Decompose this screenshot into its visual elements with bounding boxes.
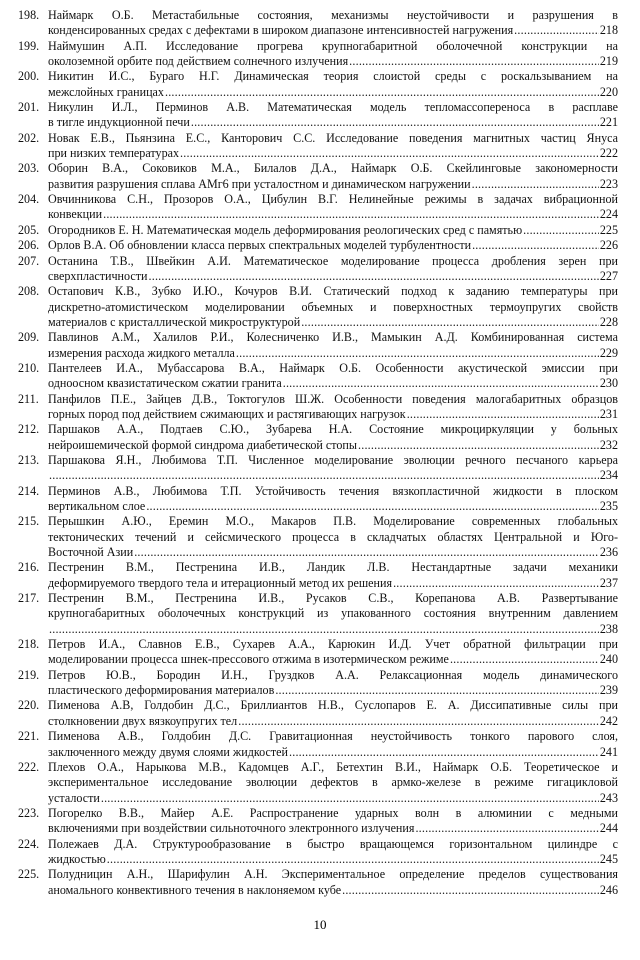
dot-leader <box>180 146 599 161</box>
entry-page-number: 225 <box>599 222 618 237</box>
entry-line <box>48 883 618 898</box>
entry-number: 200. <box>18 69 40 84</box>
dot-leader <box>523 223 599 238</box>
entry-line <box>48 545 618 560</box>
entry-line <box>48 131 618 146</box>
entry-text: материалов с кристаллической микроструктурой <box>48 314 301 329</box>
entry-line <box>48 254 618 269</box>
entry-text: Паршаков А.А., Подтаев С.Ю., Зубарева Н.А. Состояние микроциркуляции у больных <box>48 422 618 437</box>
entry-number: 207. <box>18 253 40 268</box>
toc-entry <box>18 361 618 392</box>
entry-page-number: 221 <box>599 115 618 130</box>
entry-line <box>48 852 618 867</box>
entry-number: 203. <box>18 161 40 176</box>
entry-line <box>48 361 618 376</box>
entry-page-number: 231 <box>599 406 618 421</box>
entry-page-number: 234 <box>599 468 618 483</box>
entry-number: 210. <box>18 360 40 375</box>
toc-entry <box>18 238 618 253</box>
entry-text: Павлинов А.М., Халилов Р.И., Колесниченко И.В., Мамыкин А.Д. Комбинированная система <box>48 330 618 345</box>
entry-text: Панфилов П.Е., Зайцев Д.В., Токтогулов Ш.Ж. Особенности поведения малогабаритных образцов <box>48 391 618 406</box>
entry-page-number: 232 <box>599 437 618 452</box>
toc-entry <box>18 284 618 330</box>
dot-leader <box>238 714 599 729</box>
entry-text: Пименова А.В., Голдобин Д.С. Гравитационная неустойчивость тонкого парового слоя, <box>48 729 618 744</box>
entry-line <box>48 484 618 499</box>
entry-line <box>48 499 618 514</box>
entry-text: Никулин И.Л., Перминов А.В. Математическая модель тепломассопереноса в расплаве <box>48 100 618 115</box>
entry-text: Новак Е.В., Пьянзина Е.С., Канторович С.С. Исследование поведения магнитных частиц Януса <box>48 130 618 145</box>
entry-text: конденсированных средах с дефектами в широком диапазоне интенсивностей нагружения <box>48 23 514 38</box>
entry-page-number: 229 <box>599 345 618 360</box>
entry-page-number: 245 <box>599 851 618 866</box>
entry-text: Паршакова Я.Н., Любимова Т.П. Численное моделирование эволюции речного песчаного карьера <box>48 452 618 467</box>
entry-page-number: 244 <box>599 821 618 836</box>
toc-entry <box>18 729 618 760</box>
toc-entry <box>18 514 618 560</box>
dot-leader <box>275 683 599 698</box>
dot-leader <box>342 883 599 898</box>
entry-line <box>48 775 618 790</box>
entry-text: Перышкин А.Ю., Еремин М.О., Макаров П.В. Моделирование современных глобальных <box>48 514 618 529</box>
toc-entry <box>18 330 618 361</box>
entry-text: экспериментальное исследование эволюции дефектов в армко-железе в режиме гигацикловой <box>48 775 618 790</box>
toc-entry <box>18 453 618 484</box>
entry-text: околоземной орбите под действием солнечного излучения <box>48 54 349 69</box>
entry-page-number: 220 <box>599 84 618 99</box>
entry-line <box>48 330 618 345</box>
entry-line <box>48 821 618 836</box>
entry-text: сверхпластичности <box>48 268 148 283</box>
entry-line <box>48 315 618 330</box>
entry-line <box>48 791 618 806</box>
entry-number: 204. <box>18 192 40 207</box>
entry-text: тектонических течений и сейсмического процесса в складчатых областях Центральной и Юго- <box>48 529 618 544</box>
entry-number: 209. <box>18 330 40 345</box>
entry-number: 214. <box>18 483 40 498</box>
entry-text: аномального конвективного течения в наклоняемом кубе <box>48 882 342 897</box>
entry-line <box>48 514 618 529</box>
entry-page-number: 230 <box>599 376 618 391</box>
entry-line <box>48 652 618 667</box>
toc-entry <box>18 760 618 806</box>
entry-number: 213. <box>18 452 40 467</box>
dot-leader <box>146 499 599 514</box>
contents-list <box>18 8 618 898</box>
entry-line <box>48 146 618 161</box>
entry-number: 206. <box>18 238 40 253</box>
entry-line <box>48 867 618 882</box>
entry-text: дискретно-атомистическом моделировании объемных и поверхностных термоупругих свойств <box>48 299 618 314</box>
entry-page-number: 240 <box>599 652 618 667</box>
entry-line <box>48 346 618 361</box>
entry-text: Плехов О.А., Нарыкова М.В., Кадомцев А.Г., Бетехтин В.И., Наймарк О.Б. Теоретическое и <box>48 759 618 774</box>
entry-number: 216. <box>18 560 40 575</box>
entry-line <box>48 837 618 852</box>
entry-text: горных пород под действием сжимающих и растягивающих нагрузок <box>48 406 406 421</box>
entry-line <box>48 238 618 253</box>
entry-page-number: 227 <box>599 268 618 283</box>
entry-page-number: 236 <box>599 545 618 560</box>
entry-text: Петров И.А., Славнов Е.В., Сухарев А.А., Карюкин И.Д. Учет обратной фильтрации при <box>48 637 618 652</box>
entry-line <box>48 530 618 545</box>
entry-line <box>48 560 618 575</box>
entry-text: заключенного между двумя слоями жидкостей <box>48 744 288 759</box>
dot-leader <box>301 315 599 330</box>
entry-line <box>48 407 618 422</box>
entry-line <box>48 729 618 744</box>
toc-entry <box>18 560 618 591</box>
entry-text: Овчинникова С.Н., Прозоров О.А., Цибулин В.Г. Нелинейные режимы в задачах вибрационной <box>48 192 618 207</box>
entry-page-number: 218 <box>599 23 618 38</box>
entry-number: 198. <box>18 8 40 22</box>
entry-line <box>48 8 618 23</box>
entry-number: 220. <box>18 698 40 713</box>
toc-entry <box>18 192 618 223</box>
toc-entry <box>18 392 618 423</box>
entry-text: вертикальном слое <box>48 499 146 513</box>
entry-number: 199. <box>18 38 40 53</box>
entry-line <box>48 85 618 100</box>
entry-number: 202. <box>18 130 40 145</box>
dot-leader <box>236 346 599 361</box>
entry-line <box>48 668 618 683</box>
entry-number: 224. <box>18 836 40 851</box>
entry-number: 223. <box>18 805 40 820</box>
entry-number: 201. <box>18 100 40 115</box>
entry-text: Оборин В.А., Соковиков М.А., Билалов Д.А., Наймарк О.Б. Скейлинговые закономерности <box>48 161 618 176</box>
entry-page-number: 224 <box>599 207 618 222</box>
entry-line <box>48 453 618 468</box>
entry-number: 208. <box>18 284 40 299</box>
entry-text: Полежаев Д.А. Структурообразование в быстро вращающемся горизонтальном цилиндре с <box>48 836 618 851</box>
dot-leader <box>149 269 599 284</box>
entry-page-number: 241 <box>599 744 618 759</box>
entry-text: жидкостью <box>48 851 106 866</box>
dot-leader <box>393 576 599 591</box>
toc-entry <box>18 422 618 453</box>
entry-line <box>48 622 618 637</box>
dot-leader <box>165 85 599 100</box>
entry-line <box>48 300 618 315</box>
entry-line <box>48 223 618 238</box>
entry-number: 225. <box>18 867 40 882</box>
entry-text: столкновении двух вязкоупругих тел <box>48 713 238 728</box>
entry-number: 222. <box>18 759 40 774</box>
entry-text: конвекции <box>48 207 103 222</box>
entry-text: Перминов А.В., Любимова Т.П. Устойчивость течения вязкопластичной жидкости в плоском <box>48 483 618 498</box>
entry-number: 217. <box>18 591 40 606</box>
entry-line <box>48 54 618 69</box>
entry-number: 211. <box>18 391 39 406</box>
toc-entry <box>18 867 618 898</box>
entry-page-number: 246 <box>599 882 618 897</box>
entry-text: измерения расхода жидкого металла <box>48 345 235 360</box>
dot-leader <box>283 376 599 391</box>
toc-entry <box>18 837 618 868</box>
entry-line <box>48 115 618 130</box>
entry-number: 205. <box>18 222 40 237</box>
toc-entry <box>18 484 618 515</box>
entry-text: Огородников Е. Н. Математическая модель деформирования реологических сред с памятью <box>48 222 523 237</box>
entry-page-number: 235 <box>599 499 618 513</box>
toc-entry <box>18 100 618 131</box>
entry-text: Пестренин В.М., Пестренина И.В., Ландик Л.В. Нестандартные задачи механики <box>48 560 618 575</box>
entry-text: Погорелко В.В., Майер А.Е. Распространение ударных волн в алюминии с медными <box>48 805 618 820</box>
dot-leader <box>472 177 599 192</box>
entry-page-number: 238 <box>599 621 618 636</box>
entry-text: Восточной Азии <box>48 545 134 560</box>
dot-leader <box>49 468 599 483</box>
entry-line <box>48 422 618 437</box>
entry-line <box>48 23 618 38</box>
page-number: 10 <box>313 917 327 932</box>
entry-line <box>48 438 618 453</box>
entry-text: развития разрушения сплава АМг6 при усталостном и динамическом нагружении <box>48 176 471 191</box>
dot-leader <box>472 238 599 253</box>
entry-text: Пестренин В.М., Пестренина И.В., Русаков С.В., Корепанова А.В. Развертывание <box>48 591 618 606</box>
entry-number: 219. <box>18 667 40 682</box>
entry-page-number: 228 <box>599 314 618 329</box>
dot-leader <box>191 115 599 130</box>
entry-text: Орлов В.А. Об обновлении класса первых спектральных моделей турбулентности <box>48 238 472 253</box>
entry-line <box>48 606 618 621</box>
entry-page-number: 219 <box>599 54 618 69</box>
dot-leader <box>407 407 599 422</box>
toc-entry <box>18 8 618 39</box>
entry-line <box>48 69 618 84</box>
entry-page-number: 243 <box>599 790 618 805</box>
entry-text: Остапович К.В., Зубко И.Ю., Кочуров В.И. Статический подход к заданию температуры при <box>48 284 618 299</box>
dot-leader <box>415 821 598 836</box>
entry-number: 215. <box>18 514 40 529</box>
entry-text: моделировании процесса шнек-прессового отжима в изотермическом режиме <box>48 652 449 667</box>
dot-leader <box>49 622 599 637</box>
entry-text: Пантелеев И.А., Мубассарова В.А., Наймарк О.Б. Особенности акустической эмиссии при <box>48 360 618 375</box>
entry-text: пластического деформирования материалов <box>48 683 275 698</box>
entry-text: усталости <box>48 790 100 805</box>
entry-page-number: 242 <box>599 713 618 728</box>
toc-entry <box>18 698 618 729</box>
entry-line <box>48 177 618 192</box>
entry-text: межслойных границах <box>48 84 164 99</box>
entry-line <box>48 576 618 591</box>
entry-line <box>48 714 618 729</box>
entry-text: крупногабаритных оболочечных конструкций из упакованного состояния внутренним давлением <box>48 606 618 621</box>
dot-leader <box>349 54 599 69</box>
entry-line <box>48 161 618 176</box>
entry-line <box>48 698 618 713</box>
entry-line <box>48 392 618 407</box>
dot-leader <box>107 852 599 867</box>
dot-leader <box>134 545 599 560</box>
entry-text: Наймушин А.П. Исследование прогрева крупногабаритной оболочечной конструкции на <box>48 38 618 53</box>
toc-entry <box>18 39 618 70</box>
entry-text: Пименова А.В, Голдобин Д.С., Бриллиантов Н.В., Суслопаров Е. А. Диссипативные силы при <box>48 698 618 713</box>
entry-page-number: 226 <box>599 238 618 253</box>
toc-entry <box>18 254 618 285</box>
toc-entry <box>18 223 618 238</box>
entry-number: 218. <box>18 637 40 652</box>
entry-number: 221. <box>18 729 40 744</box>
dot-leader <box>101 791 599 806</box>
entry-line <box>48 269 618 284</box>
toc-entry <box>18 131 618 162</box>
entry-line <box>48 806 618 821</box>
entry-text: Наймарк О.Б. Метастабильные состояния, механизмы неустойчивости и разрушения в <box>48 8 618 22</box>
entry-line <box>48 284 618 299</box>
entry-line <box>48 683 618 698</box>
dot-leader <box>103 207 599 222</box>
entry-line <box>48 591 618 606</box>
entry-line <box>48 100 618 115</box>
entry-text: нейроишемической формой синдрома диабетической стопы <box>48 437 358 452</box>
entry-line <box>48 745 618 760</box>
toc-entry <box>18 591 618 637</box>
entry-page-number: 222 <box>599 146 618 161</box>
dot-leader <box>289 745 599 760</box>
toc-entry <box>18 668 618 699</box>
entry-line <box>48 637 618 652</box>
dot-leader <box>514 23 599 38</box>
dot-leader <box>358 438 599 453</box>
entry-text: одноосном квазистатическом сжатии гранита <box>48 376 282 391</box>
entry-page-number: 223 <box>599 176 618 191</box>
entry-text: Останина Т.В., Швейкин А.И. Математическое моделирование процесса дробления зерен при <box>48 253 618 268</box>
entry-line <box>48 376 618 391</box>
entry-text: в тигле индукционной печи <box>48 115 190 130</box>
dot-leader <box>450 652 599 667</box>
entry-text: Петров Ю.В., Бородин И.Н., Груздков А.А. Релаксационная модель динамического <box>48 667 618 682</box>
toc-entry <box>18 637 618 668</box>
entry-line <box>48 39 618 54</box>
toc-entry <box>18 161 618 192</box>
toc-entry <box>18 806 618 837</box>
entry-page-number: 239 <box>599 683 618 698</box>
entry-line <box>48 760 618 775</box>
entry-text: Полудницин А.Н., Шарифулин А.Н. Экспериментальное определение пределов существования <box>48 867 618 882</box>
toc-entry <box>18 69 618 100</box>
entry-line <box>48 207 618 222</box>
entry-number: 212. <box>18 422 40 437</box>
entry-text: Никитин И.С., Бураго Н.Г. Динамическая теория слоистой среды с роскальзыванием на <box>48 69 618 84</box>
entry-text: включениями при воздействии сильноточного электронного излучения <box>48 821 415 836</box>
entry-text: деформируемого твердого тела и итерационный метод их решения <box>48 575 393 590</box>
entry-page-number: 237 <box>599 575 618 590</box>
entry-text: при низких температурах <box>48 146 180 161</box>
entry-line <box>48 468 618 483</box>
entry-line <box>48 192 618 207</box>
